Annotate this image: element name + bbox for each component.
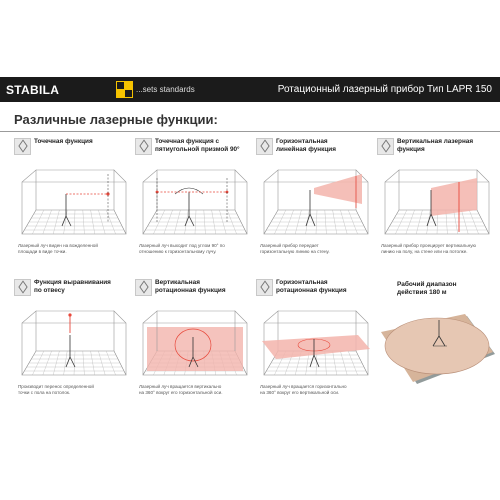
page-title: Ротационный лазерный прибор Тип LAPR 150 [277, 84, 492, 95]
function-plumb [14, 278, 134, 418]
function-caption: Лазерный луч вращается вертикально на 360° вокруг его горизонтальной оси. [139, 384, 223, 395]
function-title: Вертикальная ротационная функция [155, 279, 226, 294]
function-caption: Лазерный прибор проецирует вертикальную линию на полу, на стене или на потолке. [381, 243, 476, 254]
function-caption: Лазерный прибор передает горизонтальную линию на стену. [260, 243, 330, 254]
section-divider [0, 131, 500, 132]
function-header [256, 137, 374, 163]
function-caption: Производит перенос определенной точки с пола на потолок. [18, 384, 94, 395]
function-tile-icon [14, 279, 31, 296]
function-header [377, 137, 495, 163]
prism-scene-illustration [137, 164, 253, 242]
function-header [135, 278, 253, 304]
function-title: Горизонтальная линейная функция [276, 138, 336, 153]
section-title: Различные лазерные функции: [14, 112, 218, 127]
function-caption: Лазерный луч вращается горизонтально на 360° вокруг его вертикальной оси. [260, 384, 347, 395]
point-scene-illustration [16, 164, 132, 242]
function-tile-icon [256, 279, 273, 296]
function-working-range [377, 278, 497, 418]
function-caption: Лазерный луч виден на вожделенной площади в виде точки. [18, 243, 98, 254]
plumb-scene-illustration [16, 305, 132, 383]
function-title: Вертикальная лазерная функция [397, 138, 474, 153]
function-vertical-rotation [135, 278, 255, 418]
function-tile-icon [135, 279, 152, 296]
vertical-rotation-scene-illustration [137, 305, 253, 383]
function-point [14, 137, 134, 277]
vertical-line-scene-illustration [379, 164, 495, 242]
brand-tagline: ...sets standards [136, 85, 195, 94]
function-header [14, 278, 132, 304]
brand-logo: STABILA [6, 83, 60, 97]
function-tile-icon [256, 138, 273, 155]
function-horizontal-rotation [256, 278, 376, 418]
function-title: Рабочий диапазон действия 180 м [397, 281, 457, 296]
function-title: Точечная функция [34, 138, 93, 145]
brand-mark-icon [116, 81, 133, 98]
working-range-illustration [377, 302, 497, 392]
horizontal-line-scene-illustration [258, 164, 374, 242]
function-tile-icon [135, 138, 152, 155]
header-bar [0, 77, 500, 102]
function-point-prism [135, 137, 255, 277]
function-tile-icon [377, 138, 394, 155]
horizontal-rotation-scene-illustration [258, 305, 374, 383]
function-header [14, 137, 132, 163]
function-caption: Лазерный луч выходит под углом 90° по отношению к горизонтальному лучу. [139, 243, 225, 254]
function-title: Горизонтальная ротационная функция [276, 279, 347, 294]
function-title: Функция выравнивания по отвесу [34, 279, 111, 294]
function-horizontal-line [256, 137, 376, 277]
function-vertical-line [377, 137, 497, 277]
function-title: Точечная функция с пятиугольной призмой 90° [155, 138, 240, 153]
function-header [256, 278, 374, 304]
function-header [135, 137, 253, 163]
function-tile-icon [14, 138, 31, 155]
